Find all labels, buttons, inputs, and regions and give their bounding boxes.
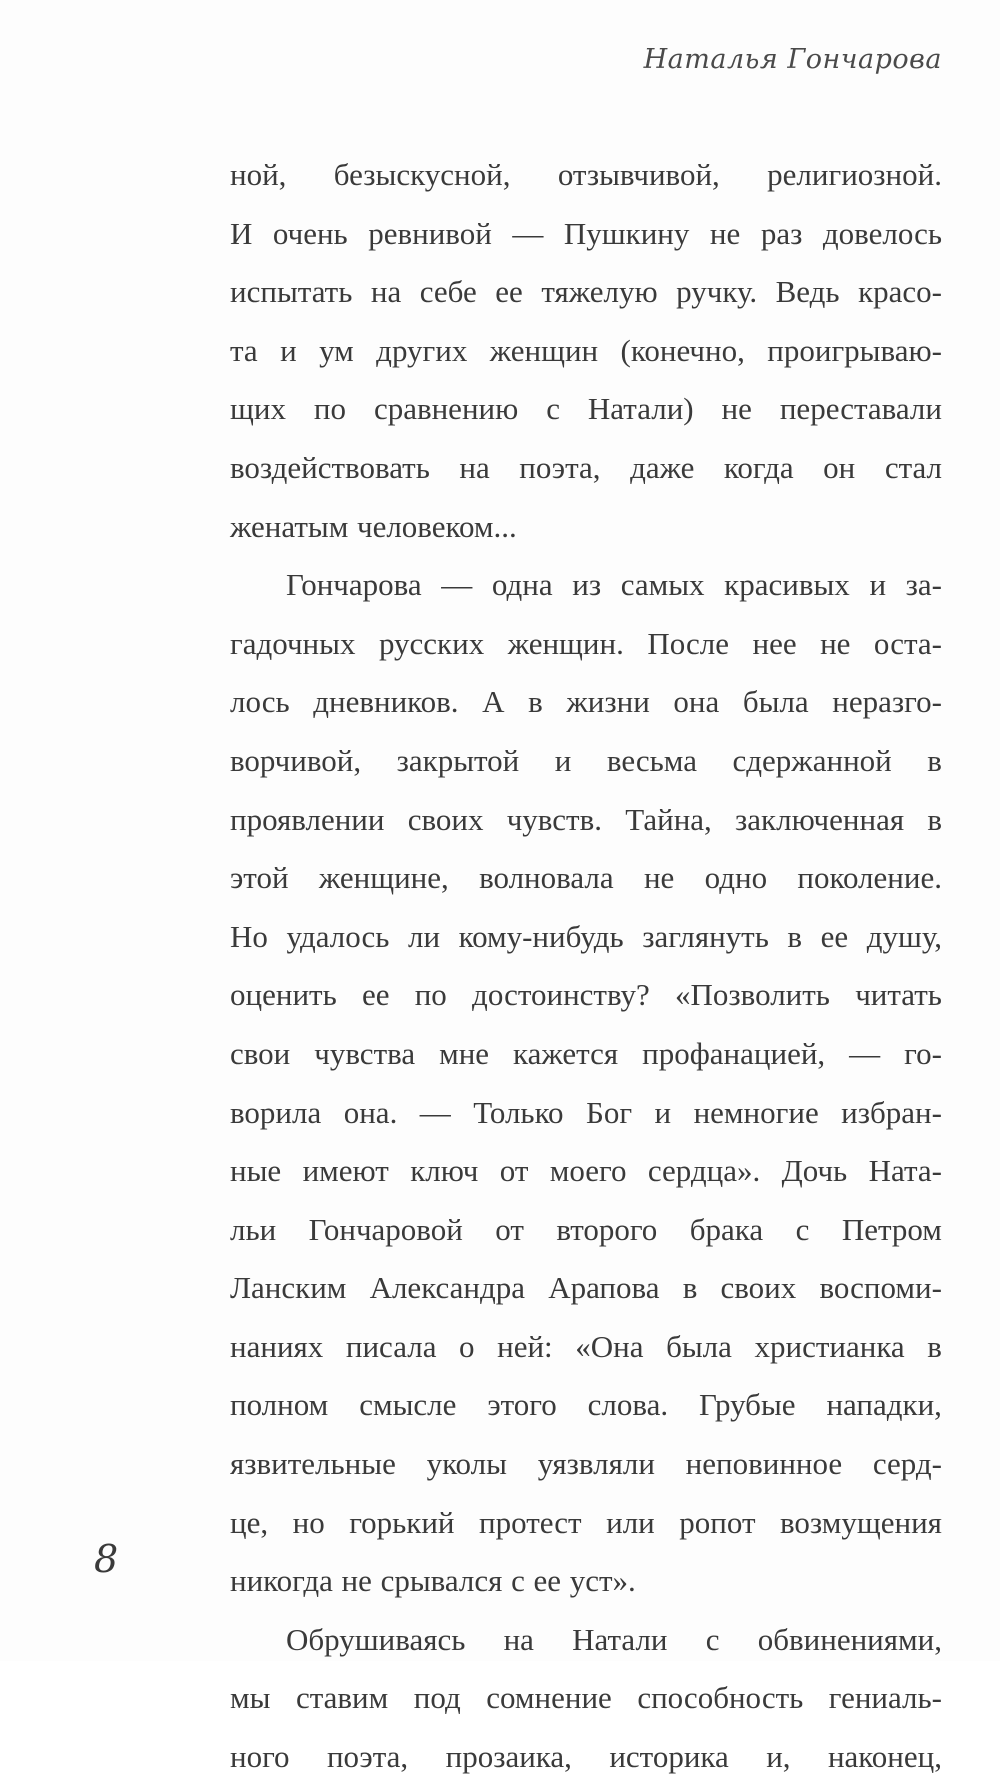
word: Натали) (587, 391, 694, 427)
word: заключенная (735, 801, 905, 837)
word: — (849, 1035, 881, 1071)
word: чувства (314, 1035, 416, 1071)
word: себе (419, 274, 477, 310)
word: переставали (779, 391, 942, 427)
word: красо- (858, 274, 942, 310)
word: Гончарова (286, 567, 422, 603)
word: она. (343, 1094, 398, 1130)
word: свои (230, 1035, 291, 1071)
word: гениаль- (828, 1680, 942, 1716)
word: за- (905, 567, 942, 603)
word: с (546, 391, 560, 427)
word: воспоми- (819, 1270, 942, 1306)
word: безыскусной, (333, 157, 511, 192)
word: ней: (497, 1328, 553, 1364)
text-line (230, 1201, 942, 1260)
word: ручку. (676, 274, 758, 310)
word: ревнивой (368, 215, 492, 251)
word: оценить (230, 977, 337, 1013)
word: в (528, 684, 543, 720)
text-line (230, 732, 942, 791)
word: религиозной. (767, 157, 942, 192)
text-line (230, 1435, 942, 1494)
text-line (230, 1728, 942, 1787)
word: поколение. (797, 860, 942, 896)
word: ропот (679, 1504, 756, 1540)
word: удалось (286, 918, 390, 954)
word: в (927, 801, 942, 837)
word: Пушкину (563, 215, 690, 251)
word: в (787, 918, 803, 954)
word: Дочь (781, 1153, 848, 1189)
word: или (606, 1504, 655, 1540)
word: — (419, 1094, 451, 1130)
word: историка (609, 1739, 729, 1775)
word: женщине, (318, 860, 449, 896)
word: в (682, 1270, 698, 1306)
word: способность (637, 1680, 804, 1716)
word: го- (904, 1035, 942, 1071)
word: сдержанной (732, 742, 892, 778)
word: жизни (566, 684, 650, 720)
word: душу, (866, 918, 942, 954)
word: ум (319, 332, 354, 368)
word: христианка (754, 1328, 905, 1364)
word: ставим (295, 1680, 389, 1716)
text-line (230, 1494, 942, 1553)
word: нападки, (826, 1387, 942, 1423)
word: горький (349, 1504, 455, 1540)
word: Только (473, 1094, 564, 1130)
text-line (230, 1084, 942, 1143)
word: ного (230, 1739, 290, 1775)
word: даже (630, 449, 695, 485)
word: (конечно, (620, 332, 745, 368)
text-line (230, 1552, 942, 1611)
text-line (230, 146, 942, 205)
word: ключ (410, 1153, 479, 1189)
word: ее (533, 1563, 562, 1599)
word: он (823, 449, 856, 485)
word: «Позволить (675, 977, 830, 1013)
text-line (230, 556, 942, 615)
word: неразго- (832, 684, 942, 720)
text-line (230, 1376, 942, 1435)
word: своих (407, 801, 484, 837)
word: обвинениями, (757, 1621, 942, 1657)
word: и (654, 1094, 672, 1130)
word: наконец, (827, 1739, 942, 1775)
word: профанацией, (642, 1035, 826, 1071)
word: очень (272, 215, 348, 251)
word: гадочных (230, 625, 356, 661)
word: довелось (822, 215, 942, 251)
word: ли (407, 918, 441, 954)
word: дневников. (313, 684, 459, 720)
word: «Она (575, 1328, 644, 1364)
word: Тайна, (625, 801, 712, 837)
word: Грубые (699, 1387, 796, 1423)
word: была (742, 684, 809, 720)
text-line (230, 263, 942, 322)
text-line (230, 908, 942, 967)
word: мне (439, 1035, 490, 1071)
word: других (376, 332, 468, 368)
word: с (795, 1211, 810, 1247)
word: по (313, 391, 346, 427)
word: когда (723, 449, 794, 485)
word: полном (230, 1387, 329, 1423)
word: но (292, 1504, 325, 1540)
word: А (482, 684, 505, 720)
text-line (230, 673, 942, 732)
word: под (413, 1680, 461, 1716)
word: кажется (513, 1035, 619, 1071)
word: та (230, 332, 258, 368)
word: красивых (724, 567, 850, 603)
word: женщин (489, 332, 599, 368)
word: серд- (872, 1446, 942, 1482)
word: с (705, 1621, 720, 1657)
word: ворчивой, (230, 742, 362, 778)
word: слова. (587, 1387, 669, 1423)
word: льи (230, 1211, 277, 1247)
word: язвительные (230, 1446, 396, 1482)
word: русских (378, 625, 485, 661)
word: от (499, 1153, 529, 1189)
text-line (230, 205, 942, 264)
word: уколы (426, 1446, 507, 1482)
word: це, (230, 1504, 269, 1540)
word: писала (345, 1328, 437, 1364)
body-text (230, 146, 942, 1787)
word: отзывчивой, (557, 157, 720, 192)
word: протест (479, 1504, 582, 1540)
text-line (230, 498, 942, 557)
word: с (511, 1563, 525, 1599)
word: закрытой (396, 742, 520, 778)
word: она (673, 684, 720, 720)
word: Арапова (548, 1270, 660, 1306)
text-line (230, 380, 942, 439)
word: проигрываю- (767, 332, 942, 368)
text-line (230, 1259, 942, 1318)
word: одно (704, 860, 768, 896)
word: сомнение (486, 1680, 612, 1716)
text-line (230, 849, 942, 908)
word: наниях (230, 1328, 324, 1364)
word: ее (820, 918, 849, 954)
word: достоинству? (472, 977, 650, 1013)
text-line (230, 1669, 942, 1728)
word: Натали (572, 1621, 668, 1657)
word: на (503, 1621, 534, 1657)
word: этого (487, 1387, 557, 1423)
text-line (230, 1025, 942, 1084)
word: и (869, 567, 887, 603)
word: о (459, 1328, 475, 1364)
word: заглянуть (642, 918, 769, 954)
word: имеют (302, 1153, 389, 1189)
word: ворила (230, 1094, 322, 1130)
word: ее (495, 274, 523, 310)
running-head: Наталья Гончарова (643, 44, 942, 75)
word: неповинное (685, 1446, 843, 1482)
word: оста- (873, 625, 942, 661)
word: щих (230, 391, 286, 427)
word: Бог (586, 1094, 633, 1130)
page-number: 8 (94, 1537, 119, 1581)
word: от (495, 1211, 524, 1247)
word: никогда (230, 1563, 333, 1599)
word: брака (689, 1211, 764, 1247)
word: ные (230, 1153, 282, 1189)
word: чувств. (506, 801, 602, 837)
word: мы (230, 1680, 271, 1716)
word: не (341, 1563, 372, 1599)
word: лось (230, 684, 290, 720)
word: не (709, 215, 741, 251)
word: ной, (230, 157, 287, 192)
word: не (820, 625, 851, 661)
word: стал (884, 449, 942, 485)
word: — (512, 215, 544, 251)
word: уст». (569, 1563, 636, 1599)
word: одна (491, 567, 553, 603)
text-line (230, 615, 942, 674)
word: Но (230, 918, 268, 954)
word: по (414, 977, 447, 1013)
word: моего (549, 1153, 627, 1189)
word: прозаика, (445, 1739, 572, 1775)
word: этой (230, 860, 289, 896)
word: своих (720, 1270, 797, 1306)
word: не (721, 391, 752, 427)
text-line (230, 439, 942, 498)
word: весьма (606, 742, 697, 778)
word: немногие (693, 1094, 819, 1130)
word: воздействовать (230, 449, 430, 485)
word: сердца». (647, 1153, 761, 1189)
word: из (572, 567, 602, 603)
text-line (230, 1318, 942, 1377)
text-line (230, 322, 942, 381)
text-line (230, 966, 942, 1025)
word: не (643, 860, 675, 896)
word: возмущения (780, 1504, 942, 1540)
word: самых (620, 567, 705, 603)
word: волновала (479, 860, 614, 896)
word: проявлении (230, 801, 385, 837)
word: уязвляли (537, 1446, 655, 1482)
word: была (666, 1328, 732, 1364)
word: раз (760, 215, 803, 251)
word: Петром (841, 1211, 942, 1247)
word: человеком... (356, 508, 517, 544)
word: смысле (359, 1387, 457, 1423)
word: Гончаровой (308, 1211, 463, 1247)
text-line (230, 1142, 942, 1201)
word: Ланским (230, 1270, 347, 1306)
word: — (441, 567, 473, 603)
word: избран- (841, 1094, 942, 1130)
word: Ведь (775, 274, 840, 310)
word: Ната- (868, 1153, 942, 1189)
word: поэта, (326, 1739, 409, 1775)
word: в (927, 742, 942, 778)
word: женатым (230, 508, 349, 544)
word: И (230, 215, 253, 251)
word: кому-нибудь (458, 918, 624, 954)
word: срывался (380, 1563, 503, 1599)
word: испытать (230, 274, 353, 310)
word: в (927, 1328, 942, 1364)
word: читать (855, 977, 942, 1013)
word: После (647, 625, 729, 661)
word: Александра (369, 1270, 526, 1306)
word: поэта, (519, 449, 601, 485)
word: и (554, 742, 572, 778)
word: тяжелую (541, 274, 658, 310)
word: второго (556, 1211, 658, 1247)
word: Обрушиваясь (286, 1621, 466, 1657)
word: ее (361, 977, 390, 1013)
word: нее (752, 625, 797, 661)
text-line (230, 791, 942, 850)
word: сравнению (373, 391, 519, 427)
word: и, (766, 1739, 791, 1775)
word: на (370, 274, 402, 310)
word: женщин. (507, 625, 624, 661)
word: на (459, 449, 490, 485)
word: и (280, 332, 297, 368)
